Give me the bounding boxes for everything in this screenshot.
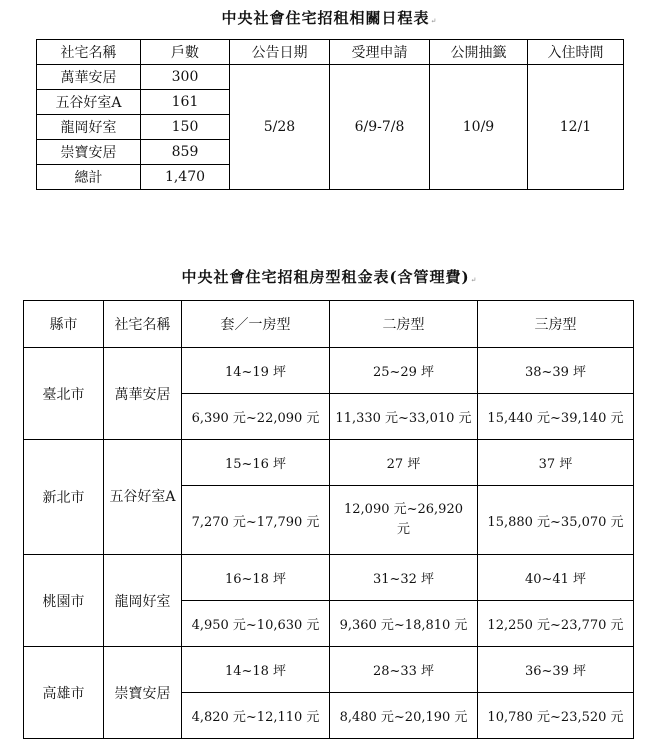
header-cell: 三房型 (478, 301, 634, 348)
area-cell: 37 坪 (478, 440, 634, 486)
housing-name: 龍岡好室 (37, 115, 141, 140)
unit-count: 161 (141, 90, 230, 115)
rent-cell: 8,480 元~20,190 元 (330, 693, 478, 739)
rent-cell: 4,820 元~12,110 元 (182, 693, 330, 739)
housing-name: 龍岡好室 (104, 555, 182, 647)
header-cell: 公開抽籤 (430, 40, 528, 65)
schedule-header-row (37, 40, 624, 65)
housing-name: 崇寶安居 (104, 647, 182, 739)
area-row (24, 647, 634, 693)
header-cell: 二房型 (330, 301, 478, 348)
housing-name: 五谷好室A (104, 440, 182, 555)
area-cell: 27 坪 (330, 440, 478, 486)
area-cell: 38~39 坪 (478, 348, 634, 394)
housing-name: 五谷好室A (37, 90, 141, 115)
header-cell: 公告日期 (230, 40, 330, 65)
area-cell: 31~32 坪 (330, 555, 478, 601)
area-cell: 25~29 坪 (330, 348, 478, 394)
rent-cell: 15,880 元~35,070 元 (478, 486, 634, 555)
header-cell: 戶數 (141, 40, 230, 65)
schedule-table (36, 39, 624, 190)
rent-cell: 12,090 元~26,920 元 (330, 486, 478, 555)
city-cell: 新北市 (24, 440, 104, 555)
lottery-date: 10/9 (430, 65, 528, 190)
unit-count: 859 (141, 140, 230, 165)
area-row (24, 440, 634, 486)
area-cell: 40~41 坪 (478, 555, 634, 601)
rent-header-row (24, 301, 634, 348)
application-period: 6/9-7/8 (330, 65, 430, 190)
area-cell: 14~19 坪 (182, 348, 330, 394)
header-cell: 社宅名稱 (37, 40, 141, 65)
area-cell: 16~18 坪 (182, 555, 330, 601)
rent-cell: 12,250 元~23,770 元 (478, 601, 634, 647)
area-cell: 36~39 坪 (478, 647, 634, 693)
schedule-title: 中央社會住宅招租相關日程表↵ (221, 9, 438, 27)
total-label: 總計 (37, 165, 141, 190)
table-row (37, 65, 624, 90)
housing-name: 萬華安居 (104, 348, 182, 440)
rent-cell: 11,330 元~33,010 元 (330, 394, 478, 440)
rent-cell: 6,390 元~22,090 元 (182, 394, 330, 440)
city-cell: 高雄市 (24, 647, 104, 739)
header-cell: 縣市 (24, 301, 104, 348)
rent-cell: 4,950 元~10,630 元 (182, 601, 330, 647)
city-cell: 桃園市 (24, 555, 104, 647)
header-cell: 入住時間 (528, 40, 624, 65)
rent-cell: 15,440 元~39,140 元 (478, 394, 634, 440)
unit-count: 300 (141, 65, 230, 90)
rent-cell: 10,780 元~23,520 元 (478, 693, 634, 739)
area-cell: 14~18 坪 (182, 647, 330, 693)
area-row (24, 348, 634, 394)
housing-name: 萬華安居 (37, 65, 141, 90)
area-cell: 28~33 坪 (330, 647, 478, 693)
header-cell: 受理申請 (330, 40, 430, 65)
housing-name: 崇寶安居 (37, 140, 141, 165)
rent-cell: 7,270 元~17,790 元 (182, 486, 330, 555)
announce-date: 5/28 (230, 65, 330, 190)
rent-title: 中央社會住宅招租房型租金表(含管理費)↵ (181, 268, 478, 286)
rent-cell: 9,360 元~18,810 元 (330, 601, 478, 647)
rent-table (23, 300, 634, 739)
header-cell: 社宅名稱 (104, 301, 182, 348)
move-in-date: 12/1 (528, 65, 624, 190)
header-cell: 套／一房型 (182, 301, 330, 348)
unit-count: 150 (141, 115, 230, 140)
total-units: 1,470 (141, 165, 230, 190)
area-row (24, 555, 634, 601)
area-cell: 15~16 坪 (182, 440, 330, 486)
city-cell: 臺北市 (24, 348, 104, 440)
